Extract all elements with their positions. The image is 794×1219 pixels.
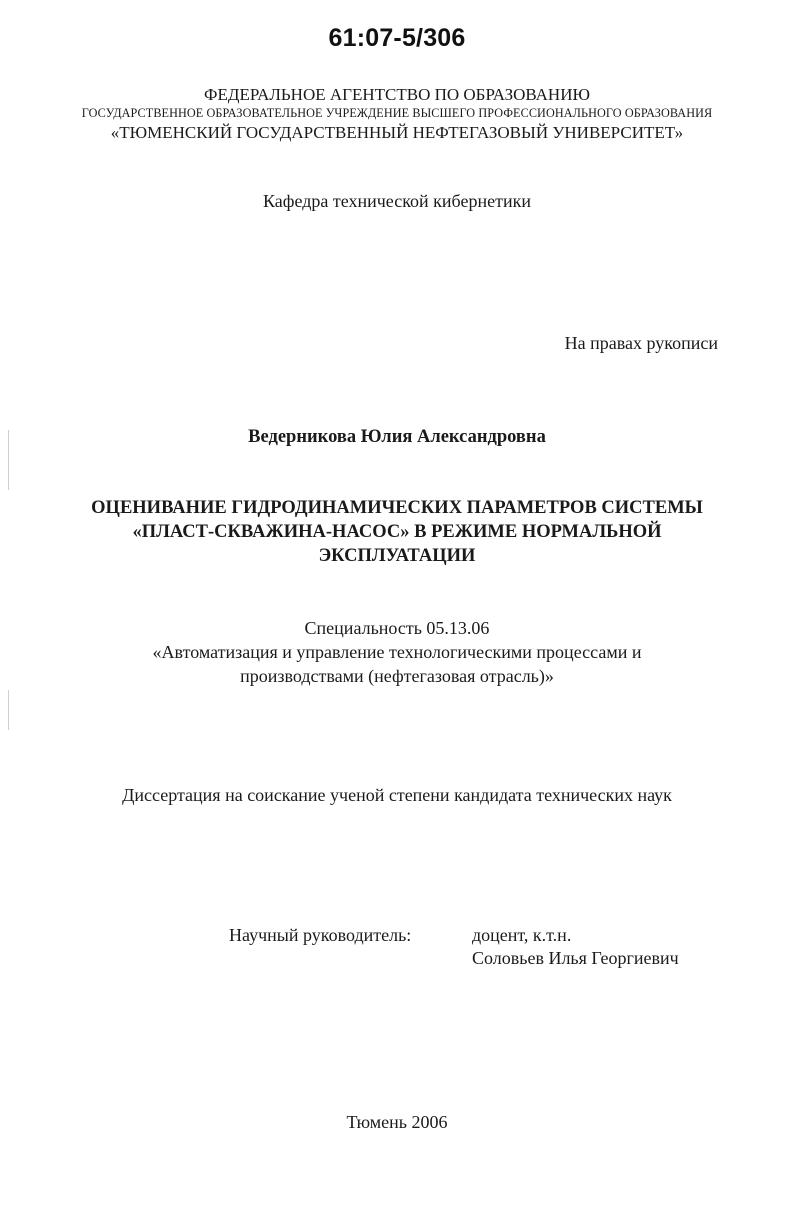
supervisor-label: Научный руководитель:	[229, 925, 412, 945]
agency-name: ФЕДЕРАЛЬНОЕ АГЕНТСТВО ПО ОБРАЗОВАНИЮ	[204, 85, 590, 104]
manuscript-note: На правах рукописи	[564, 333, 718, 353]
author-name: Ведерникова Юлия Александровна	[248, 427, 546, 447]
place-year: Тюмень 2006	[346, 1112, 448, 1132]
institution-type: ГОСУДАРСТВЕННОЕ ОБРАЗОВАТЕЛЬНОЕ УЧРЕЖДЕНИЕ ВЫСШЕГО ПРОФЕССИОНАЛЬНОГО ОБРАЗОВАНИЯ	[81, 106, 713, 120]
specialty-name-line: «Автоматизация и управление технологическими процессами и	[152, 642, 642, 662]
catalog-stamp: 61:07-5/306	[328, 24, 466, 52]
specialty-name-line: производствами (нефтегазовая отрасль)»	[240, 666, 554, 686]
specialty-code: Специальность 05.13.06	[304, 618, 490, 638]
thesis-title-line: «ПЛАСТ-СКВАЖИНА-НАСОС» В РЕЖИМЕ НОРМАЛЬНОЙ	[132, 522, 662, 542]
thesis-title-line: ЭКСПЛУАТАЦИИ	[318, 546, 476, 566]
supervisor-title: доцент, к.т.н.	[472, 925, 572, 945]
thesis-title-line: ОЦЕНИВАНИЕ ГИДРОДИНАМИЧЕСКИХ ПАРАМЕТРОВ СИСТЕМЫ	[91, 498, 703, 518]
supervisor-name: Соловьев Илья Георгиевич	[472, 948, 679, 968]
department-name: Кафедра технической кибернетики	[263, 191, 531, 211]
university-name: «ТЮМЕНСКИЙ ГОСУДАРСТВЕННЫЙ НЕФТЕГАЗОВЫЙ УНИВЕРСИТЕТ»	[110, 123, 684, 142]
scan-edge-mark	[8, 690, 9, 730]
dissertation-note: Диссертация на соискание ученой степени кандидата технических наук	[122, 785, 672, 805]
